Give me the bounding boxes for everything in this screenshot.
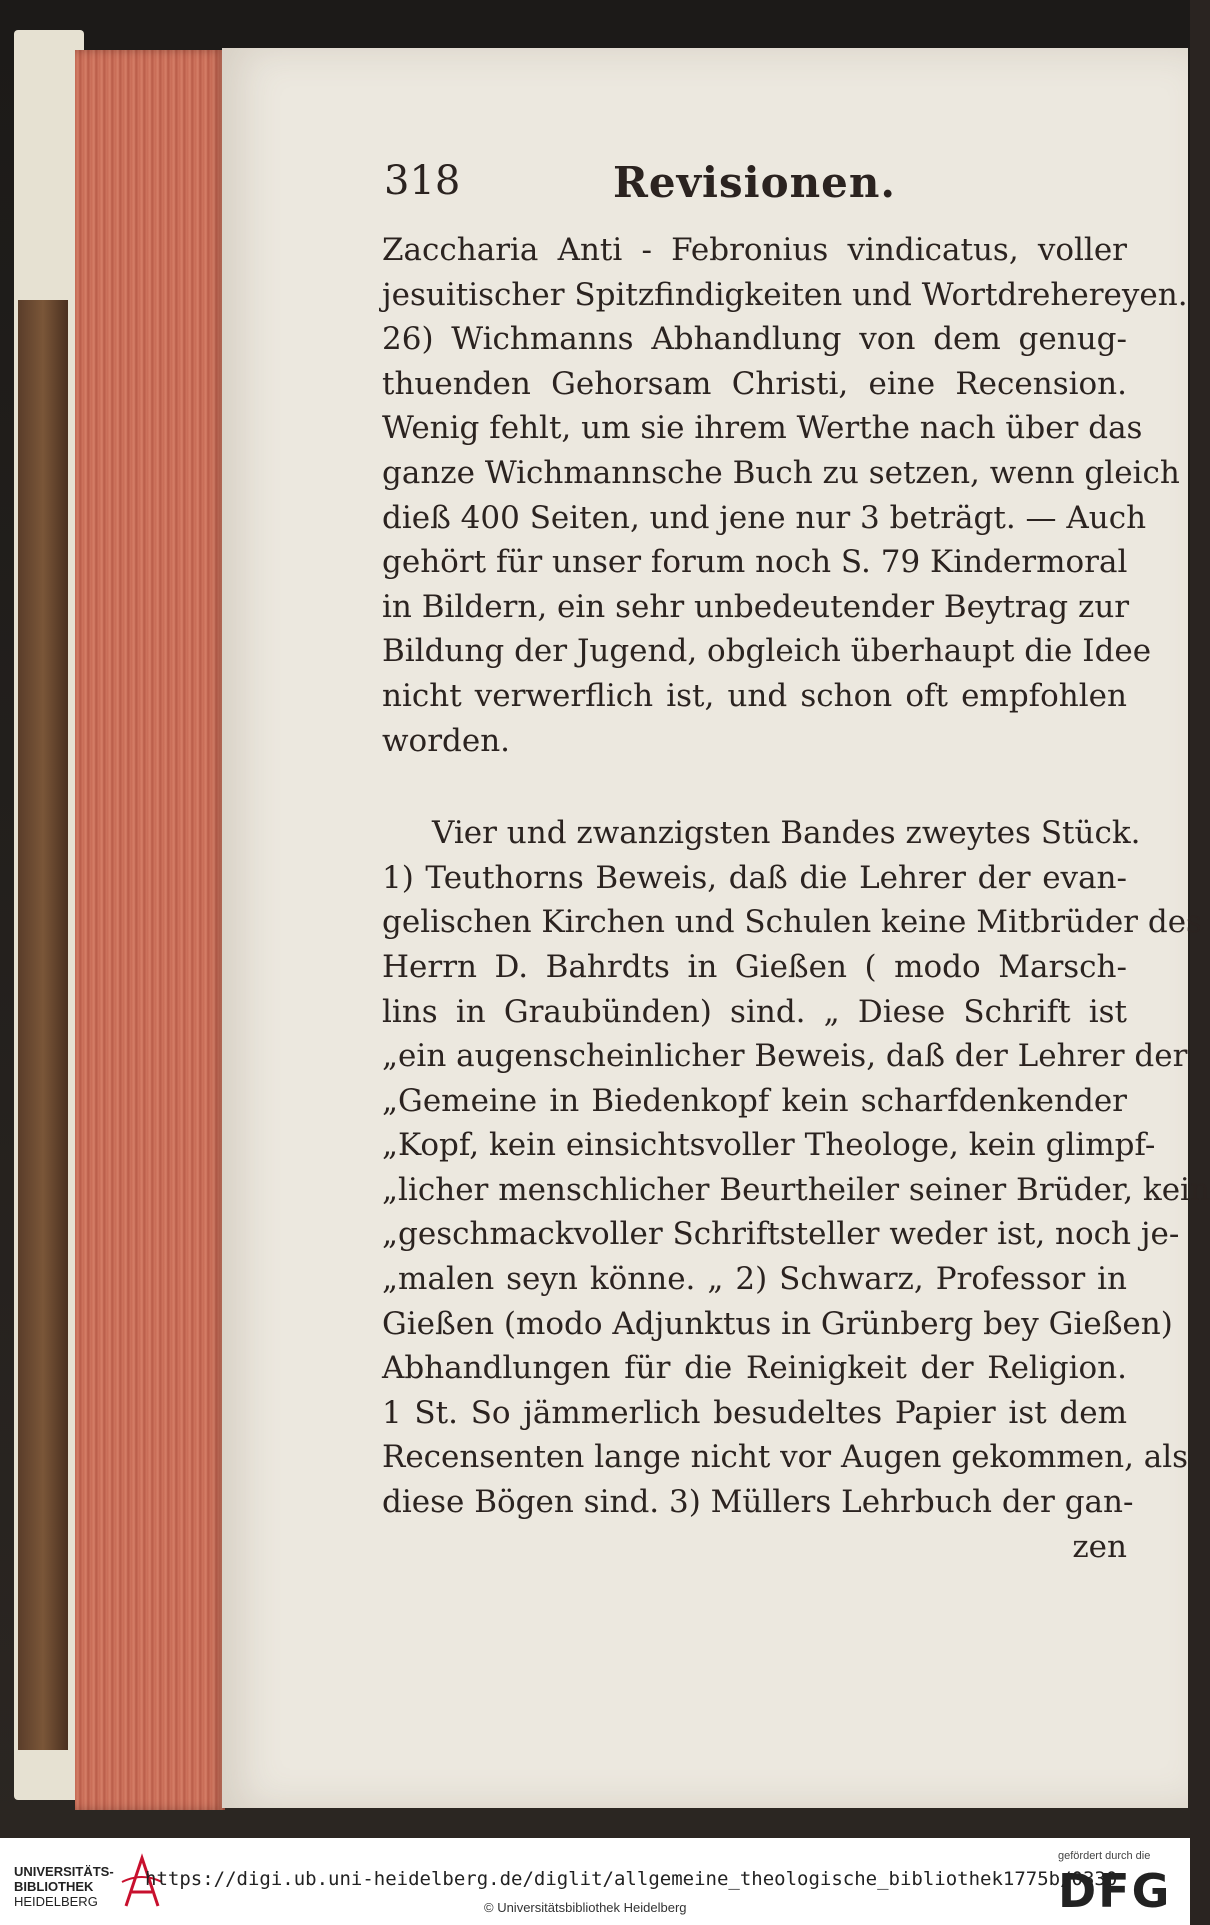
text-line: ganze Wichmannsche Buch zu setzen, wenn gleich	[382, 454, 1180, 491]
text-line: „licher menschlicher Beurtheiler seiner Brüder, kein	[382, 1171, 1210, 1208]
text-line: „Gemeine in Biedenkopf kein scharfdenkender	[382, 1082, 1127, 1119]
paragraph-1	[382, 228, 1188, 763]
text-line: thuenden Gehorsam Christi, eine Recension.	[382, 365, 1127, 402]
cover-marbled-edge	[18, 300, 68, 1750]
page-content	[382, 158, 1210, 1569]
text-line: diese Bögen sind. 3) Müllers Lehrbuch der gan-	[382, 1484, 1134, 1521]
text-line: gehört für unser forum noch S. 79 Kindermoral	[382, 544, 1128, 581]
logo-line: BIBLIOTHEK	[14, 1879, 94, 1894]
text-line: in Bildern, ein sehr unbedeutender Beytrag zur	[382, 588, 1130, 625]
text-line: dieß 400 Seiten, und jene nur 3 beträgt. — Auch	[382, 499, 1147, 536]
copyright-text: © Universitätsbibliothek Heidelberg	[484, 1900, 687, 1915]
text-line: Wenig fehlt, um sie ihrem Werthe nach über das	[382, 410, 1143, 447]
text-line: Abhandlungen für die Reinigkeit der Religion.	[382, 1350, 1127, 1387]
text-line: Vier und zwanzigsten Bandes zweytes Stück.	[432, 815, 1141, 852]
funding-note: gefördert durch die	[1058, 1850, 1151, 1862]
text-line: „geschmackvoller Schriftsteller weder ist, noch je-	[382, 1216, 1180, 1253]
text-line: „Kopf, kein einsichtsvoller Theologe, kein glimpf-	[382, 1127, 1156, 1164]
page-edges	[75, 50, 225, 1810]
text-line: Herrn D. Bahrdts in Gießen ( modo Marsch-	[382, 948, 1127, 985]
paragraph-2	[382, 811, 1210, 1569]
dfg-logo: DFG	[1058, 1864, 1172, 1918]
text-line: 1 St. So jämmerlich besudeltes Papier ist dem	[382, 1394, 1127, 1431]
book-page	[222, 48, 1210, 1808]
logo-line: UNIVERSITÄTS-	[14, 1864, 114, 1879]
text-line: 1) Teuthorns Beweis, daß die Lehrer der evan-	[382, 859, 1127, 896]
text-line: Bildung der Jugend, obgleich überhaupt die Idee	[382, 633, 1152, 670]
text-line: 26) Wichmanns Abhandlung von dem genug-	[382, 321, 1127, 358]
text-line: nicht verwerflich ist, und schon oft empfohlen	[382, 677, 1127, 714]
viewer-footer	[0, 1838, 1190, 1925]
text-line: lins in Graubünden) sind. „ Diese Schrift ist	[382, 993, 1127, 1030]
paragraph-gap	[382, 763, 1127, 811]
text-line: „ein augenscheinlicher Beweis, daß der Lehrer der	[382, 1038, 1188, 1075]
page-number: 318	[384, 158, 461, 204]
logo-line: HEIDELBERG	[14, 1894, 98, 1909]
text-line: Recensenten lange nicht vor Augen gekommen, als	[382, 1439, 1189, 1476]
text-line: „malen seyn könne. „ 2) Schwarz, Professor in	[382, 1261, 1127, 1298]
text-line: Gießen (modo Adjunktus in Grünberg bey Gießen)	[382, 1305, 1173, 1342]
permalink-url[interactable]: https://digi.ub.uni-heidelberg.de/diglit/allgemeine_theologische_bibliothek1775b/0330	[145, 1868, 1118, 1890]
library-logo-text	[14, 1864, 114, 1909]
text-line: gelischen Kirchen und Schulen keine Mitbrüder des	[382, 904, 1202, 941]
catchword: zen	[1072, 1528, 1127, 1565]
text-line: jesuitischer Spitzfindigkeiten und Wortdrehereyen.	[382, 276, 1188, 313]
text-line: Zaccharia Anti - Febronius vindicatus, voller	[382, 232, 1127, 268]
running-title: Revisionen.	[612, 158, 896, 207]
page-header	[382, 158, 1127, 228]
text-line: worden.	[382, 722, 511, 759]
